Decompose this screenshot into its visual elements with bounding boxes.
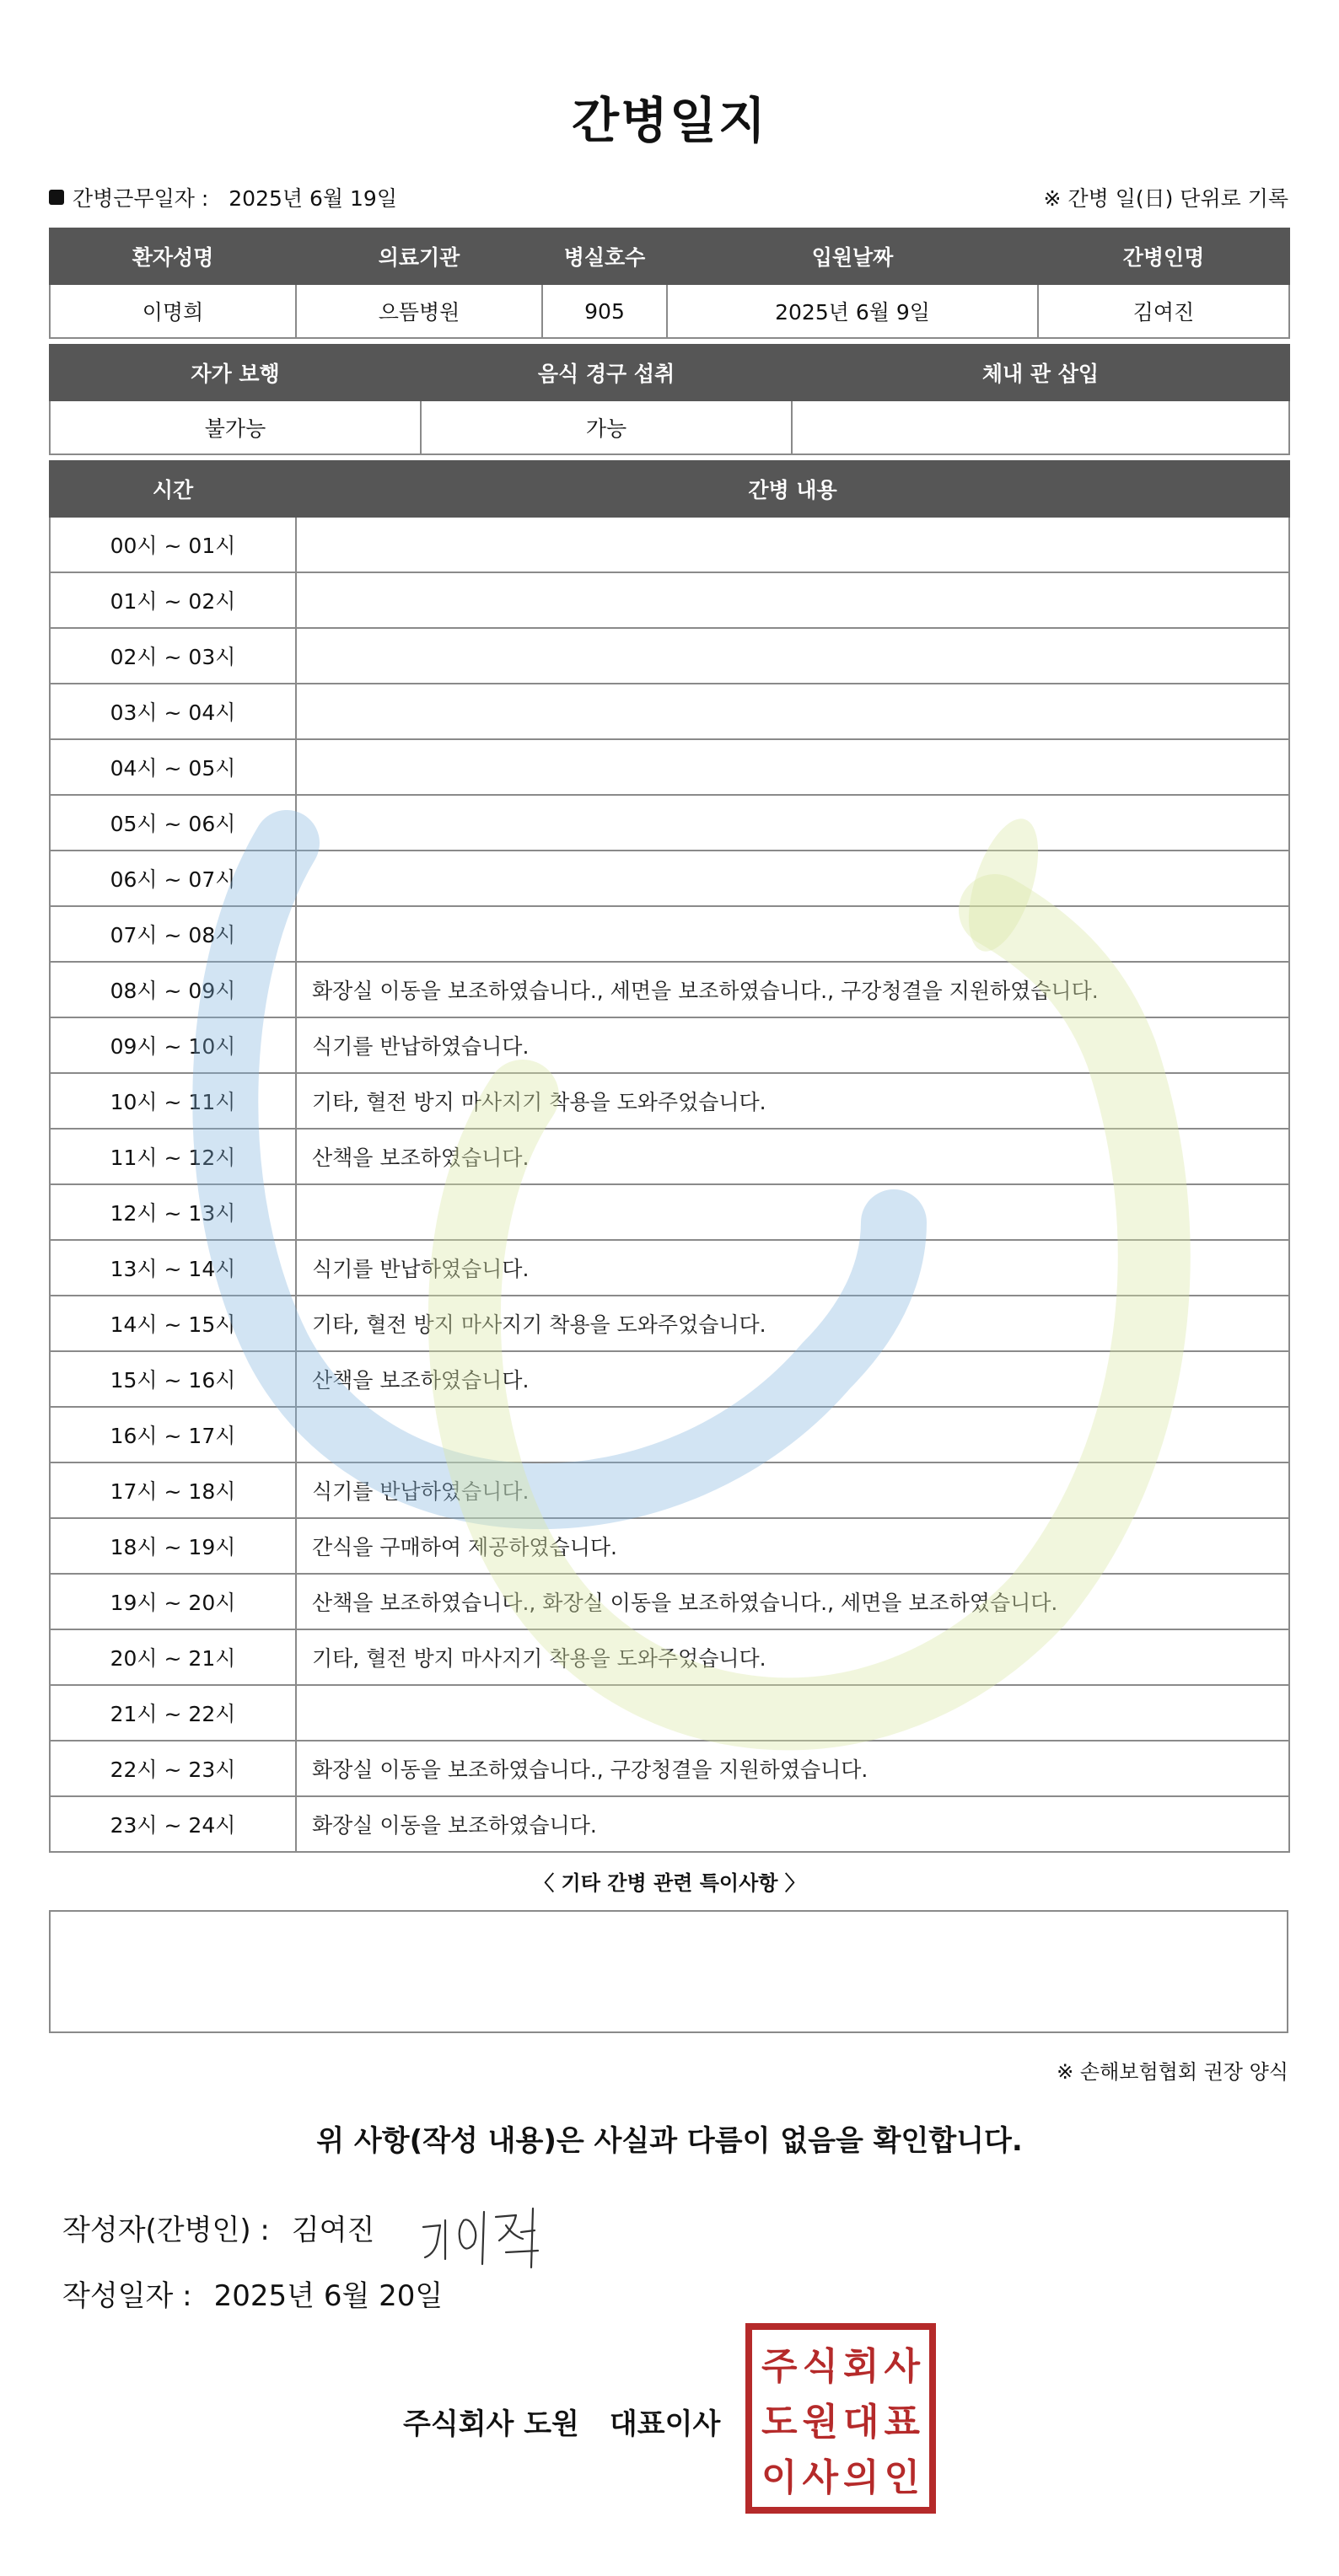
caregiver-name: 김여진	[1038, 284, 1289, 338]
seal-character: 표	[884, 2401, 920, 2444]
time-cell: 17시 ~ 18시	[50, 1462, 296, 1518]
room-number: 905	[542, 284, 667, 338]
header-care-content: 간병 내용	[296, 461, 1289, 517]
company-name: 주식회사 도원	[403, 2407, 579, 2441]
written-date-line	[62, 2273, 443, 2314]
time-cell: 12시 ~ 13시	[50, 1184, 296, 1240]
time-cell: 07시 ~ 08시	[50, 906, 296, 962]
header-caregiver-name: 간병인명	[1038, 228, 1289, 284]
time-cell: 16시 ~ 17시	[50, 1407, 296, 1462]
care-content-cell: 산책을 보조하였습니다.	[296, 1351, 1289, 1407]
confirmation-statement: 위 사항(작성 내용)은 사실과 다름이 없음을 확인합니다.	[316, 2124, 1023, 2158]
remarks-title: 〈 기타 간병 관련 특이사항 〉	[534, 1871, 805, 1895]
seal-character: 회	[842, 2345, 879, 2388]
care-content-cell	[296, 517, 1289, 572]
care-log-table	[49, 460, 1290, 1853]
seal-character: 인	[884, 2456, 920, 2499]
care-content-cell: 간식을 구매하여 제공하였습니다.	[296, 1518, 1289, 1574]
condition-info-table	[49, 344, 1290, 455]
seal-character: 이	[761, 2456, 798, 2499]
care-content-cell	[296, 628, 1289, 684]
time-cell: 15시 ~ 16시	[50, 1351, 296, 1407]
table-row	[50, 1073, 1289, 1129]
company-line	[403, 2401, 720, 2442]
time-cell: 04시 ~ 05시	[50, 739, 296, 795]
self-walking: 불가능	[50, 400, 421, 454]
seal-character: 사	[884, 2345, 920, 2388]
recommend-note: ※ 손해보험협회 권장 양식	[1057, 2060, 1288, 2084]
seal-characters	[759, 2335, 922, 2502]
record-note: ※ 간병 일(日) 단위로 기록	[1043, 186, 1288, 211]
care-content-cell	[296, 906, 1289, 962]
header-patient-name: 환자성명	[50, 228, 296, 284]
care-content-cell: 화장실 이동을 보조하였습니다., 구강청결을 지원하였습니다.	[296, 1741, 1289, 1796]
care-content-cell: 산책을 보조하였습니다.	[296, 1129, 1289, 1184]
care-content-cell	[296, 739, 1289, 795]
work-date	[49, 182, 397, 212]
time-cell: 18시 ~ 19시	[50, 1518, 296, 1574]
table-row	[50, 1685, 1289, 1741]
care-log-body	[50, 517, 1289, 1852]
care-content-cell	[296, 1407, 1289, 1462]
table-row	[50, 1184, 1289, 1240]
seal-character: 도	[761, 2401, 798, 2444]
table-row	[50, 851, 1289, 906]
time-cell: 00시 ~ 01시	[50, 517, 296, 572]
header-room: 병실호수	[542, 228, 667, 284]
care-content-cell	[296, 1685, 1289, 1741]
table-row	[50, 1574, 1289, 1629]
care-content-cell	[296, 851, 1289, 906]
time-cell: 05시 ~ 06시	[50, 795, 296, 851]
hospital: 으뜸병원	[296, 284, 542, 338]
table-row	[50, 1296, 1289, 1351]
work-date-value: 2025년 6월 19일	[229, 186, 397, 211]
care-content-cell: 식기를 반납하였습니다.	[296, 1017, 1289, 1073]
time-cell: 14시 ~ 15시	[50, 1296, 296, 1351]
work-date-label: 간병근무일자 :	[73, 186, 209, 211]
seal-character: 원	[802, 2401, 838, 2444]
table-row	[50, 962, 1289, 1017]
written-date-value: 2025년 6월 20일	[213, 2279, 444, 2313]
time-cell: 01시 ~ 02시	[50, 572, 296, 628]
header-oral-intake: 음식 경구 섭취	[421, 345, 792, 400]
table-row	[50, 1796, 1289, 1852]
handwritten-signature	[411, 2183, 580, 2276]
time-cell: 10시 ~ 11시	[50, 1073, 296, 1129]
table-row	[50, 1351, 1289, 1407]
care-content-cell	[296, 572, 1289, 628]
table-row	[50, 628, 1289, 684]
oral-intake: 가능	[421, 400, 792, 454]
tube-insertion	[792, 400, 1289, 454]
company-title: 대표이사	[609, 2407, 721, 2441]
seal-character: 대	[842, 2401, 879, 2444]
header-admission-date: 입원날짜	[667, 228, 1038, 284]
table-row	[50, 1129, 1289, 1184]
time-cell: 09시 ~ 10시	[50, 1017, 296, 1073]
time-cell: 20시 ~ 21시	[50, 1629, 296, 1685]
time-cell: 13시 ~ 14시	[50, 1240, 296, 1296]
table-row	[50, 906, 1289, 962]
seal-character: 의	[842, 2456, 879, 2499]
table-row	[50, 1240, 1289, 1296]
care-content-cell: 화장실 이동을 보조하였습니다.	[296, 1796, 1289, 1852]
care-content-cell: 화장실 이동을 보조하였습니다., 세면을 보조하였습니다., 구강청결을 지원하였습니다.	[296, 962, 1289, 1017]
table-row	[50, 517, 1289, 572]
meta-row	[49, 182, 1288, 216]
care-content-cell: 산책을 보조하였습니다., 화장실 이동을 보조하였습니다., 세면을 보조하였습니다.	[296, 1574, 1289, 1629]
patient-info-table	[49, 228, 1290, 339]
remarks-box	[49, 1910, 1288, 2033]
seal-character: 식	[802, 2345, 838, 2388]
header-time: 시간	[50, 461, 296, 517]
table-row	[50, 1462, 1289, 1518]
seal-character: 주	[761, 2345, 798, 2388]
writer-name: 김여진	[291, 2214, 375, 2247]
writer-line	[62, 2207, 374, 2248]
care-content-cell: 식기를 반납하였습니다.	[296, 1462, 1289, 1518]
header-self-walking: 자가 보행	[50, 345, 421, 400]
table-row	[50, 795, 1289, 851]
seal-character: 사	[802, 2456, 838, 2499]
time-cell: 06시 ~ 07시	[50, 851, 296, 906]
time-cell: 11시 ~ 12시	[50, 1129, 296, 1184]
table-row	[50, 1518, 1289, 1574]
table-row	[50, 684, 1289, 739]
table-row	[50, 1629, 1289, 1685]
care-content-cell: 식기를 반납하였습니다.	[296, 1240, 1289, 1296]
time-cell: 03시 ~ 04시	[50, 684, 296, 739]
care-content-cell: 기타, 혈전 방지 마사지기 착용을 도와주었습니다.	[296, 1296, 1289, 1351]
time-cell: 21시 ~ 22시	[50, 1685, 296, 1741]
company-seal-stamp	[745, 2323, 936, 2514]
table-row	[50, 1017, 1289, 1073]
care-content-cell	[296, 684, 1289, 739]
writer-label: 작성자(간병인) :	[62, 2214, 270, 2247]
document-title: 간병일지	[571, 92, 768, 149]
time-cell: 23시 ~ 24시	[50, 1796, 296, 1852]
patient-name: 이명희	[50, 284, 296, 338]
square-bullet-icon	[49, 190, 64, 205]
table-row	[50, 1741, 1289, 1796]
time-cell: 08시 ~ 09시	[50, 962, 296, 1017]
table-row	[50, 572, 1289, 628]
care-content-cell: 기타, 혈전 방지 마사지기 착용을 도와주었습니다.	[296, 1629, 1289, 1685]
care-content-cell	[296, 1184, 1289, 1240]
written-date-label: 작성일자 :	[62, 2279, 192, 2313]
header-tube-insertion: 체내 관 삽입	[792, 345, 1289, 400]
care-content-cell	[296, 795, 1289, 851]
time-cell: 22시 ~ 23시	[50, 1741, 296, 1796]
table-row	[50, 739, 1289, 795]
time-cell: 02시 ~ 03시	[50, 628, 296, 684]
care-content-cell: 기타, 혈전 방지 마사지기 착용을 도와주었습니다.	[296, 1073, 1289, 1129]
table-row	[50, 1407, 1289, 1462]
header-hospital: 의료기관	[296, 228, 542, 284]
time-cell: 19시 ~ 20시	[50, 1574, 296, 1629]
admission-date: 2025년 6월 9일	[667, 284, 1038, 338]
